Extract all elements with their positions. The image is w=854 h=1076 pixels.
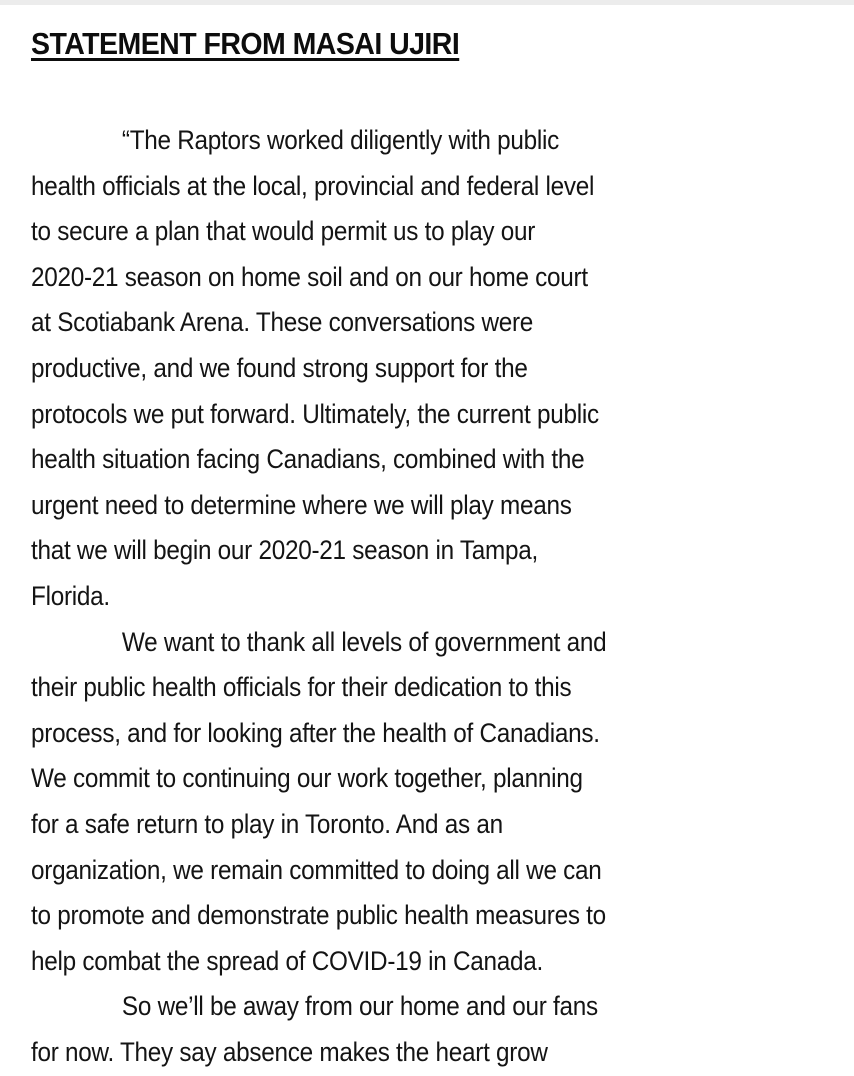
paragraph-line: Florida. bbox=[31, 580, 110, 611]
document-title: STATEMENT FROM MASAI UJIRI bbox=[31, 26, 460, 61]
paragraph-line: We want to thank all levels of government and bbox=[121, 626, 607, 657]
paragraph-line: that we will begin our 2020-21 season in Tampa, bbox=[31, 535, 538, 566]
paragraph-1 bbox=[31, 118, 831, 620]
paragraph-line: to secure a plan that would permit us to play our bbox=[31, 216, 536, 247]
paragraph-line: help combat the spread of COVID-19 in Canada. bbox=[31, 945, 543, 976]
paragraph-line: process, and for looking after the health of Canadians. bbox=[31, 717, 600, 748]
paragraph-line: at Scotiabank Arena. These conversations were bbox=[31, 307, 534, 338]
paragraph-line: protocols we put forward. Ultimately, the current public bbox=[31, 398, 599, 429]
paragraph-line: We commit to continuing our work together, planning bbox=[31, 763, 583, 794]
paragraph-line: for now. They say absence makes the heart grow bbox=[31, 1036, 548, 1067]
paragraph-line: productive, and we found strong support for the bbox=[31, 352, 528, 383]
paragraph-line: health officials at the local, provincial and federal level bbox=[31, 170, 595, 201]
paragraph-2 bbox=[31, 620, 831, 985]
paragraph-line: So we’ll be away from our home and our fans bbox=[121, 991, 598, 1022]
paragraph-3 bbox=[31, 984, 831, 1075]
paragraph-line: to promote and demonstrate public health measures to bbox=[31, 900, 606, 931]
paragraph-line: organization, we remain committed to doing all we can bbox=[31, 854, 602, 885]
paragraph-line: 2020-21 season on home soil and on our home court bbox=[31, 261, 588, 292]
paragraph-line: “The Raptors worked diligently with public bbox=[121, 125, 559, 155]
paragraph-line: for a safe return to play in Toronto. And as an bbox=[31, 808, 503, 839]
paragraph-line: urgent need to determine where we will play means bbox=[31, 489, 572, 520]
paragraph-line: their public health officials for their dedication to this bbox=[31, 672, 572, 703]
statement-body bbox=[31, 118, 831, 1075]
paragraph-line: health situation facing Canadians, combined with the bbox=[31, 444, 585, 475]
